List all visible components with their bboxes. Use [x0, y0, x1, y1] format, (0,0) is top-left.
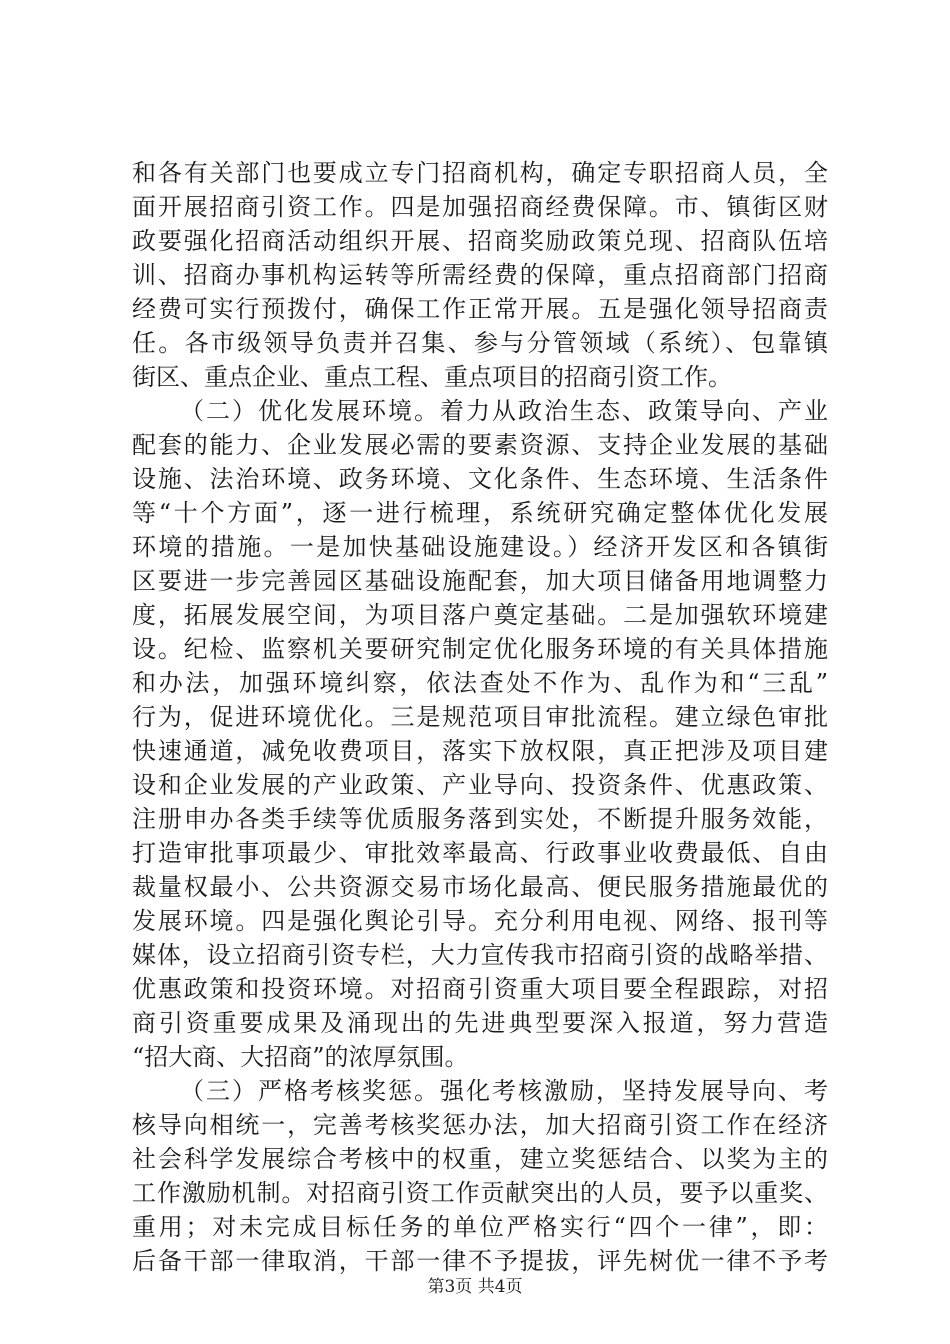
text-line: 商引资重要成果及涌现出的先进典型要深入报道，努力营造 [132, 1009, 828, 1037]
text-line: 街区、重点企业、重点工程、重点项目的招商引资工作。 [132, 363, 732, 391]
text-line: 度，拓展发展空间，为项目落户奠定基础。二是加强软环境建 [132, 601, 828, 629]
text-line: 社会科学发展综合考核中的权重，建立奖惩结合、以奖为主的 [132, 1145, 828, 1173]
text-line: 等“十个方面”，逐一进行梳理，系统研究确定整体优化发展 [132, 499, 828, 527]
text-line: 行为，促进环境优化。三是规范项目审批流程。建立绿色审批 [132, 703, 828, 731]
page-footer: 第3页 共4页 [427, 1277, 523, 1297]
text-line: 经费可实行预拨付，确保工作正常开展。五是强化领导招商责 [132, 295, 828, 323]
text-line: 配套的能力、企业发展必需的要素资源、支持企业发展的基础 [132, 431, 828, 459]
text-line: 优惠政策和投资环境。对招商引资重大项目要全程跟踪，对招 [132, 975, 828, 1003]
text-line: 设。纪检、监察机关要研究制定优化服务环境的有关具体措施 [132, 635, 828, 663]
text-line: 政要强化招商活动组织开展、招商奖励政策兑现、招商队伍培 [132, 227, 828, 255]
text-line: 核导向相统一，完善考核奖惩办法，加大招商引资工作在经济 [132, 1111, 828, 1139]
text-line: 注册申办各类手续等优质服务落到实处，不断提升服务效能， [132, 805, 828, 833]
text-line: 媒体，设立招商引资专栏，大力宣传我市招商引资的战略举措、 [132, 941, 828, 969]
text-line: 和各有关部门也要成立专门招商机构，确定专职招商人员，全 [132, 159, 828, 187]
text-line: 工作激励机制。对招商引资工作贡献突出的人员，要予以重奖、 [132, 1179, 828, 1207]
text-line: 和办法，加强环境纠察，依法查处不作为、乱作为和“三乱” [132, 669, 828, 697]
text-line: 设施、法治环境、政务环境、文化条件、生态环境、生活条件 [132, 465, 828, 493]
text-line: 后备干部一律取消，干部一律不予提拔，评先树优一律不予考 [132, 1247, 828, 1275]
text-line: 设和企业发展的产业政策、产业导向、投资条件、优惠政策、 [132, 771, 828, 799]
text-line: 发展环境。四是强化舆论引导。充分利用电视、网络、报刊等 [132, 907, 828, 935]
text-line: 区要进一步完善园区基础设施配套，加大项目储备用地调整力 [132, 567, 828, 595]
text-line: 面开展招商引资工作。四是加强招商经费保障。市、镇街区财 [132, 193, 828, 221]
text-line: 训、招商办事机构运转等所需经费的保障，重点招商部门招商 [132, 261, 828, 289]
text-line: （三）严格考核奖惩。强化考核激励，坚持发展导向、考 [180, 1077, 828, 1105]
text-line: 快速通道，减免收费项目，落实下放权限，真正把涉及项目建 [132, 737, 828, 765]
text-line: 环境的措施。一是加快基础设施建设。）经济开发区和各镇街 [132, 533, 828, 561]
text-line: “招大商、大招商”的浓厚氛围。 [132, 1043, 469, 1071]
text-line: 任。各市级领导负责并召集、参与分管领域（系统）、包靠镇 [132, 329, 828, 357]
text-line: 裁量权最小、公共资源交易市场化最高、便民服务措施最优的 [132, 873, 828, 901]
document-body [132, 156, 828, 1278]
text-line: 重用；对未完成目标任务的单位严格实行“四个一律”，即： [132, 1213, 828, 1241]
text-line: 打造审批事项最少、审批效率最高、行政事业收费最低、自由 [132, 839, 828, 867]
text-line: （二）优化发展环境。着力从政治生态、政策导向、产业 [180, 397, 828, 425]
